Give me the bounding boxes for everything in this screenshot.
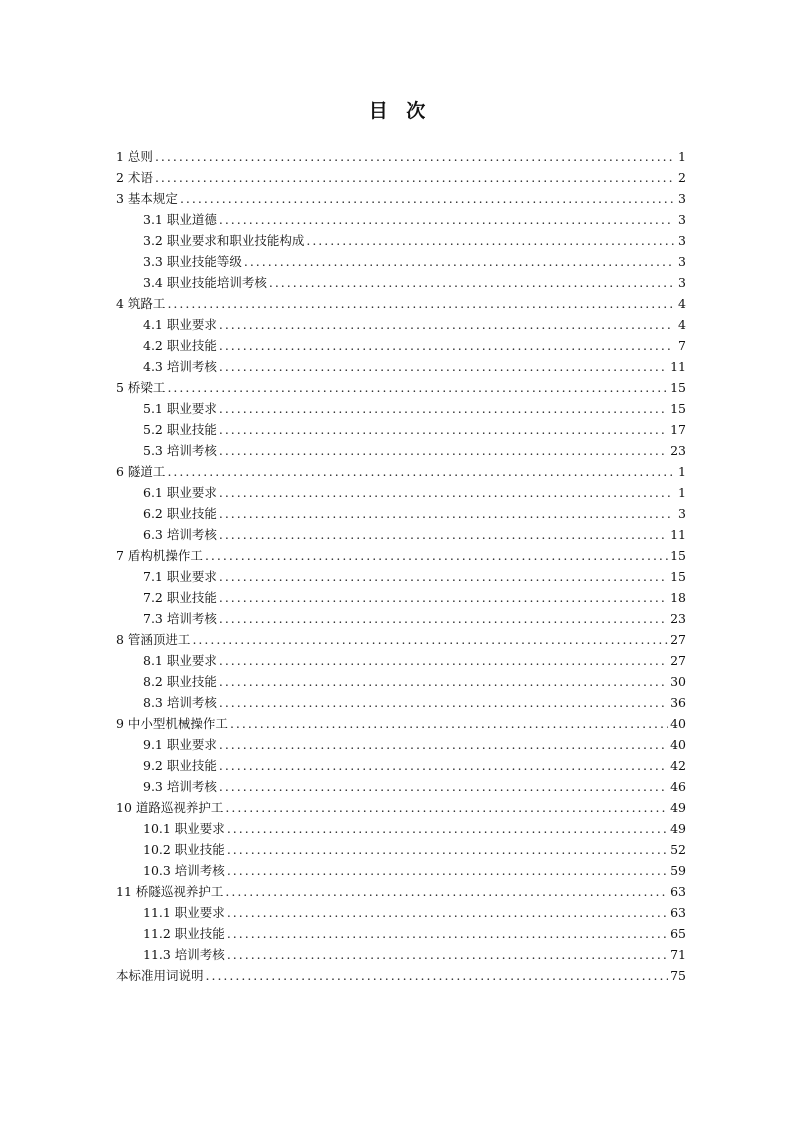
toc-subsection-entry[interactable] bbox=[116, 839, 686, 860]
toc-section-entry[interactable] bbox=[116, 797, 686, 818]
toc-entry-page-number: 15 bbox=[670, 401, 686, 416]
toc-entry-label: 4.3 培训考核 bbox=[143, 359, 217, 374]
toc-leader-dots bbox=[219, 482, 674, 503]
toc-entry-label: 11.1 职业要求 bbox=[143, 905, 225, 920]
toc-entry-page-number: 27 bbox=[670, 632, 686, 647]
toc-entry-label: 10.1 职业要求 bbox=[143, 821, 225, 836]
toc-subsection-entry[interactable] bbox=[116, 671, 686, 692]
toc-subsection-entry[interactable] bbox=[116, 923, 686, 944]
toc-subsection-entry[interactable] bbox=[116, 440, 686, 461]
toc-leader-dots bbox=[227, 944, 668, 965]
toc-entry-page-number: 49 bbox=[670, 821, 686, 836]
toc-entry-label: 7.2 职业技能 bbox=[143, 590, 217, 605]
toc-entry-label: 3.4 职业技能培训考核 bbox=[143, 275, 267, 290]
toc-subsection-entry[interactable] bbox=[116, 398, 686, 419]
toc-entry-page-number: 2 bbox=[678, 170, 686, 185]
toc-leader-dots bbox=[167, 377, 668, 398]
toc-leader-dots bbox=[219, 314, 674, 335]
toc-leader-dots bbox=[206, 965, 669, 986]
toc-entry-label: 8.1 职业要求 bbox=[143, 653, 217, 668]
toc-entry-page-number: 7 bbox=[678, 338, 686, 353]
toc-entry-label: 1 总则 bbox=[116, 149, 153, 164]
toc-entry-label: 10 道路巡视养护工 bbox=[116, 800, 224, 815]
toc-entry-page-number: 40 bbox=[670, 716, 686, 731]
toc-entry-page-number: 40 bbox=[670, 737, 686, 752]
toc-subsection-entry[interactable] bbox=[116, 734, 686, 755]
toc-leader-dots bbox=[219, 650, 668, 671]
toc-entry-page-number: 42 bbox=[670, 758, 686, 773]
toc-section-entry[interactable] bbox=[116, 713, 686, 734]
toc-leader-dots bbox=[227, 902, 668, 923]
toc-leader-dots bbox=[219, 692, 668, 713]
toc-subsection-entry[interactable] bbox=[116, 419, 686, 440]
toc-leader-dots bbox=[219, 335, 674, 356]
toc-subsection-entry[interactable] bbox=[116, 608, 686, 629]
toc-entry-page-number: 3 bbox=[678, 275, 686, 290]
toc-leader-dots bbox=[219, 440, 668, 461]
toc-entry-page-number: 63 bbox=[670, 905, 686, 920]
toc-leader-dots bbox=[192, 629, 668, 650]
toc-entry-label: 2 术语 bbox=[116, 170, 153, 185]
toc-leader-dots bbox=[155, 146, 674, 167]
toc-subsection-entry[interactable] bbox=[116, 818, 686, 839]
toc-subsection-entry[interactable] bbox=[116, 503, 686, 524]
toc-entry-label: 11.3 培训考核 bbox=[143, 947, 225, 962]
toc-leader-dots bbox=[219, 566, 668, 587]
toc-entry-page-number: 15 bbox=[670, 380, 686, 395]
toc-section-entry[interactable] bbox=[116, 629, 686, 650]
toc-entry-page-number: 23 bbox=[670, 443, 686, 458]
toc-section-entry[interactable] bbox=[116, 146, 686, 167]
toc-leader-dots bbox=[219, 419, 668, 440]
toc-entry-page-number: 18 bbox=[670, 590, 686, 605]
toc-entry-page-number: 17 bbox=[670, 422, 686, 437]
toc-subsection-entry[interactable] bbox=[116, 755, 686, 776]
toc-entry-label: 9 中小型机械操作工 bbox=[116, 716, 228, 731]
toc-entry-label: 6 隧道工 bbox=[116, 464, 166, 479]
toc-entry-label: 6.1 职业要求 bbox=[143, 485, 217, 500]
toc-entry-label: 5.3 培训考核 bbox=[143, 443, 217, 458]
toc-leader-dots bbox=[219, 503, 674, 524]
toc-entry-label: 7 盾构机操作工 bbox=[116, 548, 203, 563]
toc-entry-label: 10.2 职业技能 bbox=[143, 842, 225, 857]
toc-entry-page-number: 23 bbox=[670, 611, 686, 626]
toc-entry-label: 5 桥梁工 bbox=[116, 380, 166, 395]
toc-leader-dots bbox=[269, 272, 674, 293]
toc-entry-label: 9.3 培训考核 bbox=[143, 779, 217, 794]
toc-entry-page-number: 1 bbox=[678, 149, 686, 164]
toc-subsection-entry[interactable] bbox=[116, 314, 686, 335]
toc-subsection-entry[interactable] bbox=[116, 272, 686, 293]
toc-entry-page-number: 75 bbox=[670, 968, 686, 983]
toc-entry-label: 3.1 职业道德 bbox=[143, 212, 217, 227]
toc-entry-label: 6.3 培训考核 bbox=[143, 527, 217, 542]
toc-leader-dots bbox=[225, 881, 668, 902]
toc-subsection-entry[interactable] bbox=[116, 902, 686, 923]
toc-section-entry[interactable] bbox=[116, 377, 686, 398]
toc-section-entry[interactable] bbox=[116, 188, 686, 209]
toc-entry-page-number: 36 bbox=[670, 695, 686, 710]
toc-entry-label: 7.1 职业要求 bbox=[143, 569, 217, 584]
toc-leader-dots bbox=[219, 755, 668, 776]
toc-entry-page-number: 3 bbox=[678, 191, 686, 206]
toc-entry-label: 5.1 职业要求 bbox=[143, 401, 217, 416]
toc-leader-dots bbox=[219, 671, 668, 692]
toc-entry-page-number: 15 bbox=[670, 569, 686, 584]
toc-subsection-entry[interactable] bbox=[116, 566, 686, 587]
toc-entry-page-number: 11 bbox=[670, 359, 686, 374]
toc-subsection-entry[interactable] bbox=[116, 524, 686, 545]
toc-subsection-entry[interactable] bbox=[116, 230, 686, 251]
toc-leader-dots bbox=[205, 545, 668, 566]
toc-entry-page-number: 59 bbox=[670, 863, 686, 878]
toc-entry-label: 11 桥隧巡视养护工 bbox=[116, 884, 224, 899]
toc-entry-label: 8 管涵顶进工 bbox=[116, 632, 191, 647]
toc-entry-page-number: 15 bbox=[670, 548, 686, 563]
toc-leader-dots bbox=[167, 461, 674, 482]
toc-leader-dots bbox=[219, 734, 668, 755]
toc-subsection-entry[interactable] bbox=[116, 776, 686, 797]
toc-entry-label: 本标准用词说明 bbox=[116, 968, 204, 983]
toc-entry-label: 3 基本规定 bbox=[116, 191, 178, 206]
toc-entry-page-number: 65 bbox=[670, 926, 686, 941]
toc-entry-page-number: 11 bbox=[670, 527, 686, 542]
toc-entry-label: 3.3 职业技能等级 bbox=[143, 254, 242, 269]
toc-leader-dots bbox=[225, 797, 668, 818]
toc-entry-page-number: 3 bbox=[678, 233, 686, 248]
toc-leader-dots bbox=[219, 524, 668, 545]
toc-leader-dots bbox=[227, 818, 668, 839]
toc-entry-page-number: 3 bbox=[678, 254, 686, 269]
toc-leader-dots bbox=[219, 608, 668, 629]
toc-entry-page-number: 30 bbox=[670, 674, 686, 689]
toc-entry-page-number: 3 bbox=[678, 212, 686, 227]
toc-subsection-entry[interactable] bbox=[116, 692, 686, 713]
toc-leader-dots bbox=[244, 251, 674, 272]
toc-entry-page-number: 71 bbox=[670, 947, 686, 962]
toc-section-entry[interactable] bbox=[116, 293, 686, 314]
toc-leader-dots bbox=[180, 188, 674, 209]
toc-entry-label: 4.1 职业要求 bbox=[143, 317, 217, 332]
toc-entry-page-number: 3 bbox=[678, 506, 686, 521]
toc-subsection-entry[interactable] bbox=[116, 650, 686, 671]
toc-subsection-entry[interactable] bbox=[116, 482, 686, 503]
toc-section-entry[interactable] bbox=[116, 881, 686, 902]
toc-subsection-entry[interactable] bbox=[116, 356, 686, 377]
toc-entry-label: 8.3 培训考核 bbox=[143, 695, 217, 710]
page-title: 目 次 bbox=[368, 100, 432, 122]
toc-entry-page-number: 1 bbox=[678, 464, 686, 479]
toc-entry-page-number: 52 bbox=[670, 842, 686, 857]
toc-entry-page-number: 4 bbox=[678, 296, 686, 311]
toc-entry-label: 3.2 职业要求和职业技能构成 bbox=[143, 233, 305, 248]
toc-section-entry[interactable] bbox=[116, 545, 686, 566]
toc-leader-dots bbox=[227, 923, 668, 944]
toc-entry-label: 6.2 职业技能 bbox=[143, 506, 217, 521]
toc-leader-dots bbox=[219, 776, 668, 797]
toc-leader-dots bbox=[219, 356, 668, 377]
toc-section-entry[interactable] bbox=[116, 461, 686, 482]
toc-entry-page-number: 49 bbox=[670, 800, 686, 815]
toc-leader-dots bbox=[306, 230, 674, 251]
toc-leader-dots bbox=[219, 209, 674, 230]
toc-subsection-entry[interactable] bbox=[116, 209, 686, 230]
toc-subsection-entry[interactable] bbox=[116, 587, 686, 608]
toc-leader-dots bbox=[219, 587, 668, 608]
toc-entry-page-number: 27 bbox=[670, 653, 686, 668]
toc-entry-label: 8.2 职业技能 bbox=[143, 674, 217, 689]
toc-leader-dots bbox=[230, 713, 668, 734]
toc-entry-label: 9.2 职业技能 bbox=[143, 758, 217, 773]
toc-section-entry[interactable] bbox=[116, 965, 686, 986]
toc-leader-dots bbox=[155, 167, 674, 188]
toc-subsection-entry[interactable] bbox=[116, 860, 686, 881]
toc-leader-dots bbox=[167, 293, 674, 314]
toc-entry-page-number: 4 bbox=[678, 317, 686, 332]
toc-entry-label: 11.2 职业技能 bbox=[143, 926, 225, 941]
toc-section-entry[interactable] bbox=[116, 167, 686, 188]
toc-entry-label: 9.1 职业要求 bbox=[143, 737, 217, 752]
toc-subsection-entry[interactable] bbox=[116, 335, 686, 356]
toc-entry-label: 7.3 培训考核 bbox=[143, 611, 217, 626]
toc-entry-label: 4 筑路工 bbox=[116, 296, 166, 311]
toc-entry-page-number: 1 bbox=[678, 485, 686, 500]
toc-entry-page-number: 46 bbox=[670, 779, 686, 794]
toc-subsection-entry[interactable] bbox=[116, 944, 686, 965]
table-of-contents bbox=[116, 146, 686, 986]
toc-entry-page-number: 63 bbox=[670, 884, 686, 899]
toc-entry-label: 4.2 职业技能 bbox=[143, 338, 217, 353]
toc-leader-dots bbox=[219, 398, 668, 419]
toc-leader-dots bbox=[227, 839, 668, 860]
toc-entry-label: 5.2 职业技能 bbox=[143, 422, 217, 437]
toc-leader-dots bbox=[227, 860, 668, 881]
toc-entry-label: 10.3 培训考核 bbox=[143, 863, 225, 878]
toc-subsection-entry[interactable] bbox=[116, 251, 686, 272]
